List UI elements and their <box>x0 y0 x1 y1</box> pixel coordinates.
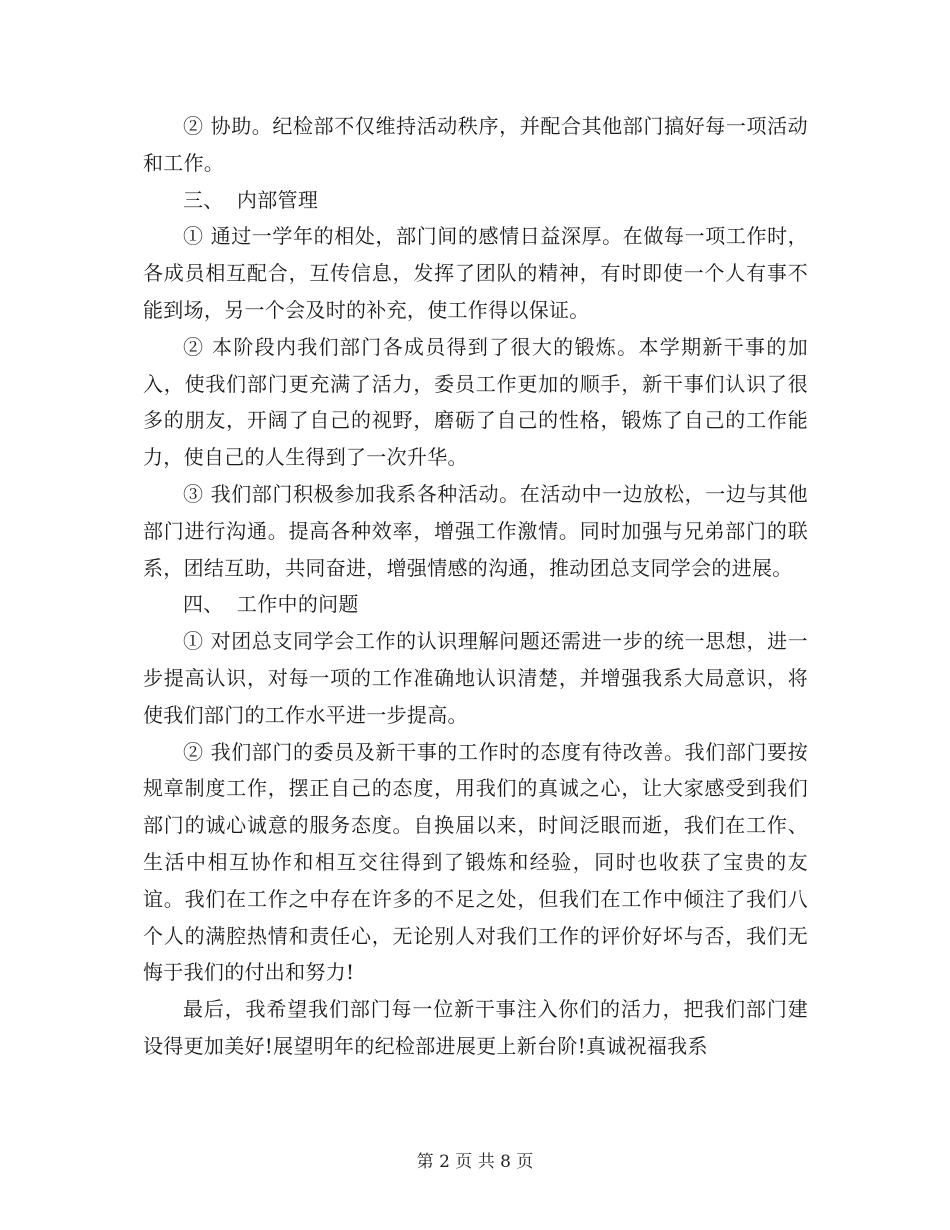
paragraph-assist: ② 协助。纪检部不仅维持活动秩序，并配合其他部门搞好每一项活动和工作。 <box>143 114 808 175</box>
paragraph-understanding: ① 对团总支同学会工作的认识理解问题还需进一步的统一思想，进一步提高认识，对每一项的工作准确地认识清楚，并增强我系大局意识，将使我们部门的工作水平进一步提高。 <box>143 629 808 727</box>
paragraph-activities: ③ 我们部门积极参加我系各种活动。在活动中一边放松，一边与其他部门进行沟通。提高各种效率，增强工作激情。同时加强与兄弟部门的联系，团结互助，共同奋进，增强情感的沟通，推动团总支同学会的进展。 <box>143 481 808 580</box>
paragraph-training: ② 本阶段内我们部门各成员得到了很大的锻炼。本学期新干事的加入，使我们部门更充满了活力，委员工作更加的顺手，新干事们认识了很多的朋友，开阔了自己的视野，磨砺了自己的性格，锻炼了自己的工作能力，使自己的人生得到了一次升华。 <box>143 334 808 470</box>
section-heading-problems: 四、 工作中的问题 <box>183 592 359 617</box>
section-heading-internal-management: 三、 内部管理 <box>183 187 319 212</box>
paragraph-attitude: ② 我们部门的委员及新干事的工作时的态度有待改善。我们部门要按规章制度工作，摆正自己的态度，用我们的真诚之心，让大家感受到我们部门的诚心诚意的服务态度。自换届以来，时间泛眼而逝，我们在工作、生活中相互协作和相互交往得到了锻炼和经验，同时也收获了宝贵的友谊。我们在工作之中存在许多的不足之处，但我们在工作中倾注了我们八个人的满腔热情和责任心，无论别人对我们工作的评价好坏与否，我们无悔于我们的付出和努力! <box>143 739 808 985</box>
paragraph-conclusion: 最后，我希望我们部门每一位新干事注入你们的活力，把我们部门建设得更加美好!展望明年的纪检部进展更上新台阶!真诚祝福我系 <box>143 997 808 1058</box>
document-body <box>143 108 808 1065</box>
page-number-footer: 第 2 页 共 8 页 <box>416 1152 534 1172</box>
paragraph-teamwork: ① 通过一学年的相处，部门间的感情日益深厚。在做每一项工作时，各成员相互配合，互传信息，发挥了团队的精神，有时即使一个人有事不能到场，另一个会及时的补充，使工作得以保证。 <box>143 224 808 322</box>
